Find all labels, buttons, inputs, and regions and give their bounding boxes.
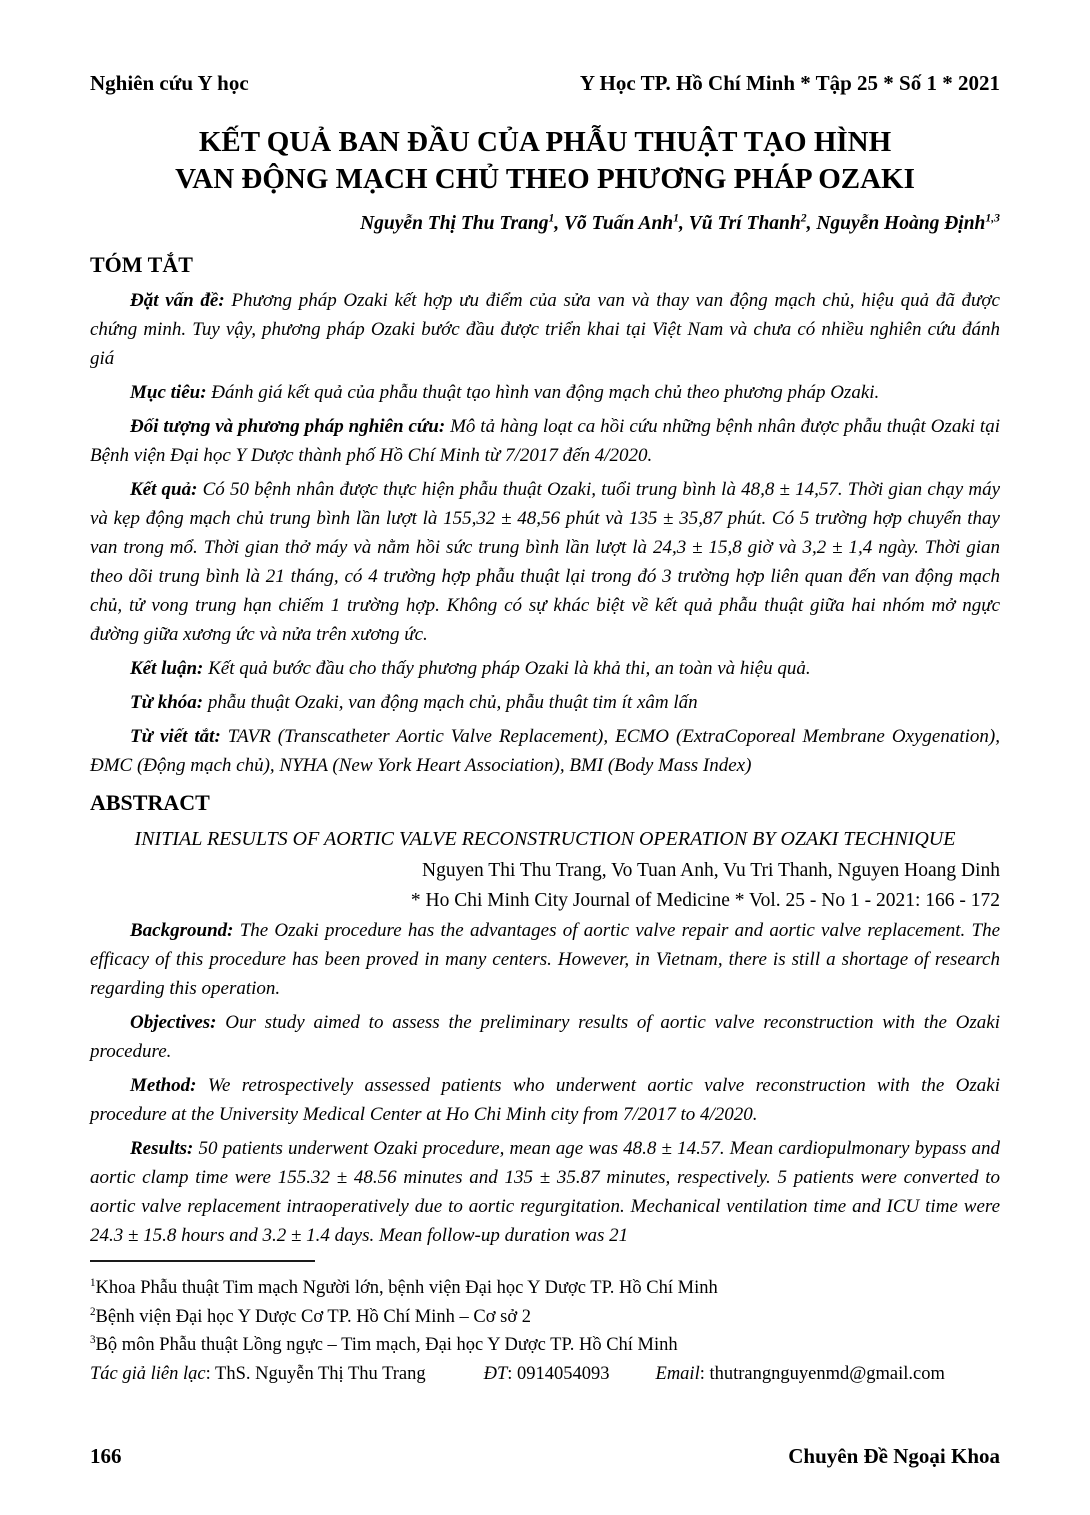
author-separator: , [554, 213, 565, 234]
contact-name: : ThS. Nguyễn Thị Thu Trang [205, 1363, 426, 1384]
paragraph-background [90, 916, 1000, 1003]
author-name [689, 213, 817, 234]
paragraph-label: Từ khóa: [130, 692, 204, 713]
section-heading-abstract: ABSTRACT [90, 790, 210, 815]
footnote-sup: 1 [90, 1276, 96, 1289]
paragraph-label: Kết quả: [130, 479, 198, 500]
article-title [90, 124, 1000, 198]
article-title-line2: VAN ĐỘNG MẠCH CHỦ THEO PHƯƠNG PHÁP OZAKI [175, 163, 915, 195]
paragraph-label: Method: [130, 1075, 197, 1096]
paragraph-label: Kết luận: [130, 658, 204, 679]
contact-line [90, 1360, 1000, 1389]
header-journal-info: Y Học TP. Hồ Chí Minh * Tập 25 * Số 1 * 2021 [579, 71, 1000, 95]
paragraph-tu-viet-tat [90, 722, 1000, 780]
authors-vietnamese [90, 210, 1000, 238]
paragraph-text: Mô tả hàng loạt ca hồi cứu những bệnh nhân được phẫu thuật Ozaki tại Bệnh viện Đại học Y Dược thành phố Hồ Chí Minh từ 7/2017 đến 4/2020. [90, 416, 1000, 466]
footnote-affiliation-2 [90, 1303, 1000, 1332]
section-tom-tat [90, 250, 1000, 780]
paragraph-label: Background: [130, 920, 234, 941]
author-affiliation-sup: 1 [673, 211, 679, 225]
author-name-text: Vũ Trí Thanh [688, 213, 801, 234]
phone-number: : 0914054093 [507, 1363, 610, 1384]
email-label: Email [655, 1363, 700, 1384]
paragraph-text: Kết quả bước đầu cho thấy phương pháp Ozaki là khả thi, an toàn và hiệu quả. [208, 658, 811, 679]
paragraph-label: Objectives: [130, 1012, 217, 1033]
phone-label: ĐT [483, 1363, 508, 1384]
author-name [564, 213, 689, 234]
section-abstract [90, 788, 1000, 1250]
footnote-affiliation-1 [90, 1274, 1000, 1303]
contact-phone [484, 1364, 610, 1384]
author-name [360, 213, 564, 234]
paragraph-text: 50 patients underwent Ozaki procedure, mean age was 48.8 ± 14.57. Mean cardiopulmonary bypass and aortic clamp time were 155.32 ± 48.56 minutes and 135 ± 35.87 minutes, respectively. 5 patients were converted to aortic valve replacement intraoperatively due to aortic regurgitation. Mechanical ventilation time and ICU time were 24.3 ± 15.8 hours and 3.2 ± 1.4 days. Mean follow-up duration was 21 [90, 1138, 1001, 1246]
paragraph-text: TAVR (Transcatheter Aortic Valve Replacement), ECMO (ExtraCoporeal Membrane Oxygenation), ĐMC (Động mạch chủ), NYHA (New York Heart Association), BMI (Body Mass Index) [90, 726, 1000, 776]
paragraph-label: Đối tượng và phương pháp nghiên cứu: [130, 416, 446, 437]
footnote-separator [90, 1260, 315, 1262]
contact-author [90, 1364, 426, 1384]
paragraph-ket-luan [90, 654, 1000, 683]
paragraph-text: Có 50 bệnh nhân được thực hiện phẫu thuật Ozaki, tuổi trung bình là 48,8 ± 14,57. Thời gian chạy máy và kẹp động mạch chủ trung bình lần lượt là 155,32 ± 48,56 phút và 135 ± 35,87 phút. Có 5 trường hợp chuyển thay van trong mổ. Thời gian thở máy và nằm hồi sức trung bình lần lượt là 24,3 ± 15,8 giờ và 3,2 ± 1,4 ngày. Thời gian theo dõi trung bình là 21 tháng, có 4 trường hợp phẫu thuật lại trong đó 3 trường hợp liên quan đến van động mạch chủ, tử vong trung hạn chiếm 1 trường hợp. Không có sự khác biệt về kết quả phẫu thuật giữa hai nhóm mở ngực đường giữa xương ức và nửa trên xương ức. [90, 479, 1001, 645]
paragraph-text: Phương pháp Ozaki kết hợp ưu điểm của sửa van và thay van động mạch chủ, hiệu quả đã được chứng minh. Tuy vậy, phương pháp Ozaki bước đầu được triển khai tại Việt Nam và chưa có nhiều nghiên cứu đánh giá [90, 290, 1000, 369]
paragraph-label: Đặt vấn đề: [130, 290, 225, 311]
footnote-text: Bệnh viện Đại học Y Dược Cơ TP. Hồ Chí Minh – Cơ sở 2 [95, 1306, 531, 1327]
author-name-text: Võ Tuấn Anh [564, 213, 674, 234]
section-heading-tom-tat: TÓM TẮT [90, 252, 193, 277]
author-affiliation-sup: 1 [548, 211, 555, 225]
paragraph-doi-tuong [90, 412, 1000, 470]
footnotes-block [90, 1274, 1000, 1388]
paragraph-muc-tieu [90, 378, 1000, 407]
author-affiliation-sup: 2 [800, 211, 807, 225]
paragraph-text: Đánh giá kết quả của phẫu thuật tạo hình van động mạch chủ theo phương pháp Ozaki. [211, 382, 880, 403]
paragraph-text: We retrospectively assessed patients who underwent aortic valve reconstruction with the Ozaki procedure at the University Medical Center at Ho Chi Minh city from 7/2017 to 4/2020. [90, 1075, 1001, 1125]
author-affiliation-sup: 1,3 [985, 211, 1000, 225]
abstract-english-title: INITIAL RESULTS OF AORTIC VALVE RECONSTRUCTION OPERATION BY OZAKI TECHNIQUE [134, 828, 956, 850]
paragraph-text: Our study aimed to assess the preliminary results of aortic valve reconstruction with the Ozaki procedure. [90, 1012, 1000, 1062]
paragraph-ket-qua [90, 475, 1000, 649]
paragraph-label: Results: [130, 1138, 194, 1159]
author-name [816, 213, 1000, 234]
paragraph-text: phẫu thuật Ozaki, van động mạch chủ, phẫu thuật tim ít xâm lấn [207, 692, 698, 713]
author-separator: , [806, 213, 817, 234]
paragraph-tu-khoa [90, 688, 1000, 717]
footnote-sup: 3 [90, 1333, 96, 1346]
page-number: 166 [90, 1444, 122, 1468]
page-header [90, 70, 1000, 96]
paragraph-objectives [90, 1008, 1000, 1066]
author-name-text: Nguyễn Thị Thu Trang [360, 213, 549, 234]
contact-email [656, 1364, 945, 1384]
paragraph-dat-van-de [90, 286, 1000, 373]
email-address: : thutrangnguyenmd@gmail.com [699, 1363, 945, 1384]
author-separator: , [679, 213, 689, 234]
footnote-affiliation-3 [90, 1331, 1000, 1360]
footnote-sup: 2 [90, 1305, 96, 1318]
footnote-text: Bộ môn Phẫu thuật Lồng ngực – Tim mạch, Đại học Y Dược TP. Hồ Chí Minh [95, 1335, 678, 1355]
page-footer [90, 1443, 1000, 1469]
contact-label: Tác giả liên lạc [90, 1363, 206, 1384]
header-section-label: Nghiên cứu Y học [90, 71, 249, 95]
paragraph-results [90, 1134, 1000, 1250]
journal-citation: * Ho Chi Minh City Journal of Medicine * Vol. 25 - No 1 - 2021: 166 - 172 [410, 890, 1000, 911]
authors-english: Nguyen Thi Thu Trang, Vo Tuan Anh, Vu Tri Thanh, Nguyen Hoang Dinh [422, 860, 1000, 881]
paragraph-label: Mục tiêu: [130, 382, 207, 403]
paragraph-method [90, 1071, 1000, 1129]
paragraph-text: The Ozaki procedure has the advantages of aortic valve repair and aortic valve replacement. The efficacy of this procedure has been proved in many centers. However, in Vietnam, there is still a shortage of research regarding this operation. [90, 920, 1000, 999]
footer-section-label: Chuyên Đề Ngoại Khoa [788, 1444, 1000, 1468]
author-name-text: Nguyễn Hoàng Định [816, 213, 986, 234]
footnote-text: Khoa Phẫu thuật Tim mạch Người lớn, bệnh viện Đại học Y Dược TP. Hồ Chí Minh [95, 1278, 718, 1298]
article-title-line1: KẾT QUẢ BAN ĐẦU CỦA PHẪU THUẬT TẠO HÌNH [198, 126, 892, 158]
paragraph-label: Từ viết tắt: [130, 726, 221, 747]
